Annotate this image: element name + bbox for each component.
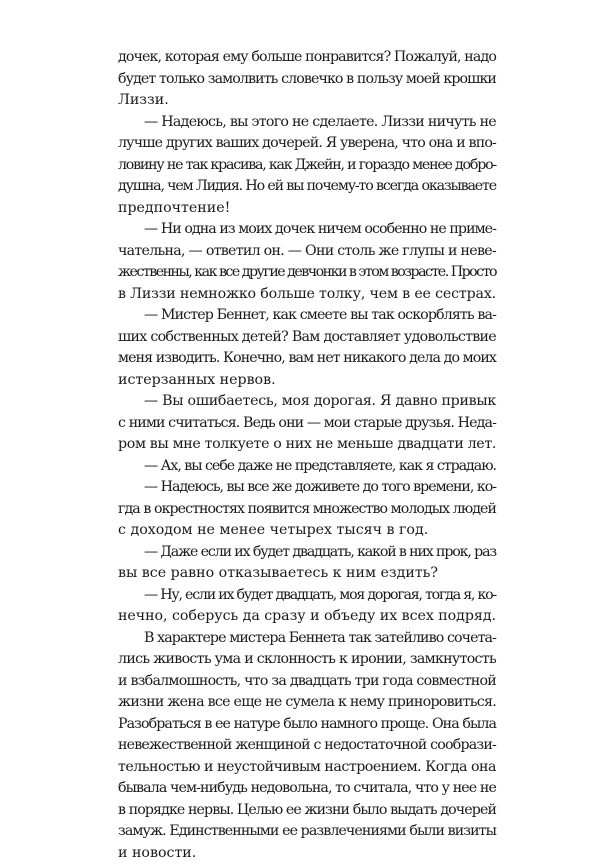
text-line: с ними считаться. Ведь они — мои старые друзья. Неда- (118, 413, 496, 435)
text-line: — Даже если их будет двадцать, какой в них прок, раз (118, 542, 496, 564)
text-line: будет только замолвить словечко в пользу моей крошки (118, 69, 496, 91)
text-line: Лиззи. (118, 90, 496, 112)
text-line: нечно, соберусь да сразу и объеду их всех подряд. (118, 606, 496, 628)
paragraph (118, 219, 496, 305)
text-line: В характере мистера Беннета так затейливо сочета- (118, 628, 496, 650)
text-line: и взбалмошность, что за двадцать три года совместной (118, 671, 496, 693)
text-line: жественны, как все другие девчонки в этом возрасте. Просто (118, 262, 496, 284)
text-line: и новости. (118, 843, 496, 864)
text-line: тельностью и неустойчивым настроением. Когда она (118, 757, 496, 779)
paragraph (118, 542, 496, 585)
paragraph (118, 456, 496, 478)
paragraph (118, 628, 496, 864)
text-line: дочек, которая ему больше понравится? Пожалуй, надо (118, 47, 496, 69)
text-line: с доходом не менее четырех тысяч в год. (118, 520, 496, 542)
paragraph (118, 585, 496, 628)
text-line: ших собственных детей? Вам доставляет удовольствие (118, 327, 496, 349)
text-line: — Ни одна из моих дочек ничем особенно не приме- (118, 219, 496, 241)
text-line: — Вы ошибаетесь, моя дорогая. Я давно привык (118, 391, 496, 413)
text-line: жизни жена все еще не сумела к нему приноровиться. (118, 692, 496, 714)
text-line: гда в окрестностях появится множество молодых людей (118, 499, 496, 521)
text-line: ловину не так красива, как Джейн, и гораздо менее добро- (118, 155, 496, 177)
text-line: в порядке нервы. Целью ее жизни было выдать дочерей (118, 800, 496, 822)
paragraph (118, 47, 496, 112)
paragraph (118, 391, 496, 456)
text-line: душна, чем Лидия. Но ей вы почему-то всегда оказываете (118, 176, 496, 198)
text-line: в Лиззи немножко больше толку, чем в ее сестрах. (118, 284, 496, 306)
text-line: истерзанных нервов. (118, 370, 496, 392)
text-line: — Ну, если их будет двадцать, моя дорогая, тогда я, ко- (118, 585, 496, 607)
paragraph (118, 112, 496, 220)
text-line: Разобраться в ее натуре было намного проще. Она была (118, 714, 496, 736)
paragraph (118, 305, 496, 391)
text-line: лись живость ума и склонность к иронии, замкнутость (118, 649, 496, 671)
text-line: — Надеюсь, вы этого не сделаете. Лиззи ничуть не (118, 112, 496, 134)
text-line: меня изводить. Конечно, вам нет никакого дела до моих (118, 348, 496, 370)
text-line: — Ах, вы себе даже не представляете, как я страдаю. (118, 456, 496, 478)
text-line: — Надеюсь, вы все же доживете до того времени, ко- (118, 477, 496, 499)
text-line: — Мистер Беннет, как смеете вы так оскорблять ва- (118, 305, 496, 327)
body-text (118, 47, 496, 864)
text-line: предпочтение! (118, 198, 496, 220)
text-line: бывала чем-нибудь недовольна, то считала, что у нее не (118, 778, 496, 800)
text-line: вы все равно отказываетесь к ним ездить? (118, 563, 496, 585)
text-line: лучше других ваших дочерей. Я уверена, что она и впо- (118, 133, 496, 155)
text-line: невежественной женщиной с недостаточной сообрази- (118, 735, 496, 757)
paragraph (118, 477, 496, 542)
text-line: замуж. Единственными ее развлечениями были визиты (118, 821, 496, 843)
text-line: ром вы мне толкуете о них не меньше двадцати лет. (118, 434, 496, 456)
text-line: чательна, — ответил он. — Они столь же глупы и неве- (118, 241, 496, 263)
